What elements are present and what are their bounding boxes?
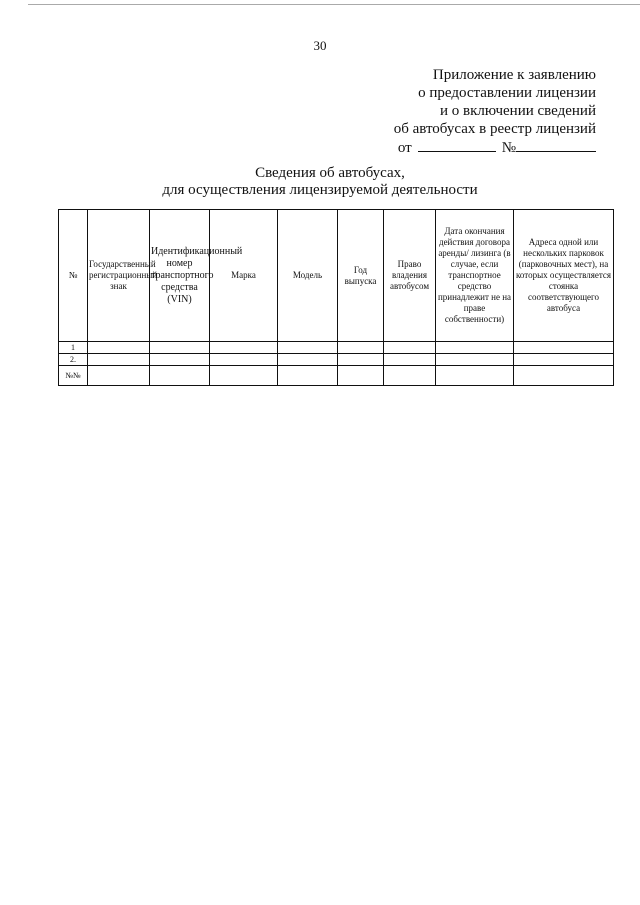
table-cell[interactable] bbox=[514, 366, 614, 386]
date-prefix: от bbox=[397, 140, 412, 156]
table-cell[interactable] bbox=[278, 366, 338, 386]
title-line: Сведения об автобусах, bbox=[255, 165, 405, 181]
appendix-date-line bbox=[394, 138, 596, 157]
title-line: для осуществления лицензируемой деятельности bbox=[162, 182, 478, 198]
table-cell[interactable] bbox=[150, 354, 210, 366]
row-number: №№ bbox=[59, 366, 88, 386]
table-cell[interactable] bbox=[278, 354, 338, 366]
row-number: 1 bbox=[59, 342, 88, 354]
table-cell[interactable] bbox=[338, 366, 384, 386]
table-cell[interactable] bbox=[338, 354, 384, 366]
col-header-model: Модель bbox=[278, 210, 338, 342]
table-cell[interactable] bbox=[88, 354, 150, 366]
appendix-line: об автобусах в реестр лицензий bbox=[393, 121, 596, 137]
table-cell[interactable] bbox=[384, 342, 436, 354]
table-cell[interactable] bbox=[384, 354, 436, 366]
col-header-vin: Идентификационный номер транспортного средства (VIN) bbox=[150, 210, 210, 342]
table-cell[interactable] bbox=[514, 342, 614, 354]
table-row bbox=[59, 354, 614, 366]
table-row bbox=[59, 366, 614, 386]
table-cell[interactable] bbox=[150, 366, 210, 386]
table-cell[interactable] bbox=[150, 342, 210, 354]
table-row bbox=[59, 342, 614, 354]
table-cell[interactable] bbox=[384, 366, 436, 386]
appendix-line: Приложение к заявлению bbox=[432, 67, 596, 83]
page-number: 30 bbox=[313, 38, 327, 53]
table-cell[interactable] bbox=[88, 366, 150, 386]
table-cell[interactable] bbox=[338, 342, 384, 354]
page-top-edge bbox=[28, 4, 640, 5]
col-header-year: Год выпуска bbox=[338, 210, 384, 342]
col-header-ownership: Право владения автобусом bbox=[384, 210, 436, 342]
table-cell[interactable] bbox=[436, 354, 514, 366]
appendix-line: о предоставлении лицензии bbox=[418, 85, 596, 101]
col-header-reg-plate: Государственный регистрационный знак bbox=[88, 210, 150, 342]
number-prefix: № bbox=[501, 140, 516, 156]
table-cell[interactable] bbox=[210, 366, 278, 386]
number-blank[interactable] bbox=[516, 138, 596, 152]
appendix-line: и о включении сведений bbox=[439, 103, 596, 119]
table-cell[interactable] bbox=[278, 342, 338, 354]
col-header-number: № bbox=[59, 210, 88, 342]
table-cell[interactable] bbox=[210, 342, 278, 354]
table-cell[interactable] bbox=[436, 342, 514, 354]
table-cell[interactable] bbox=[514, 354, 614, 366]
table-cell[interactable] bbox=[436, 366, 514, 386]
date-blank[interactable] bbox=[418, 138, 496, 152]
col-header-lease-end: Дата окончания действия договора аренды/ лизинга (в случае, если транспортное средство принадлежит не на праве собственности) bbox=[436, 210, 514, 342]
row-number: 2. bbox=[59, 354, 88, 366]
appendix-block bbox=[394, 66, 596, 157]
table-cell[interactable] bbox=[88, 342, 150, 354]
bus-registry-table bbox=[58, 209, 614, 386]
document-title bbox=[0, 165, 640, 199]
col-header-parking: Адреса одной или нескольких парковок (парковочных мест), на которых осуществляется стоянка соответствующего автобуса bbox=[514, 210, 614, 342]
table-cell[interactable] bbox=[210, 354, 278, 366]
table-header-row bbox=[59, 210, 614, 342]
col-header-make: Марка bbox=[210, 210, 278, 342]
